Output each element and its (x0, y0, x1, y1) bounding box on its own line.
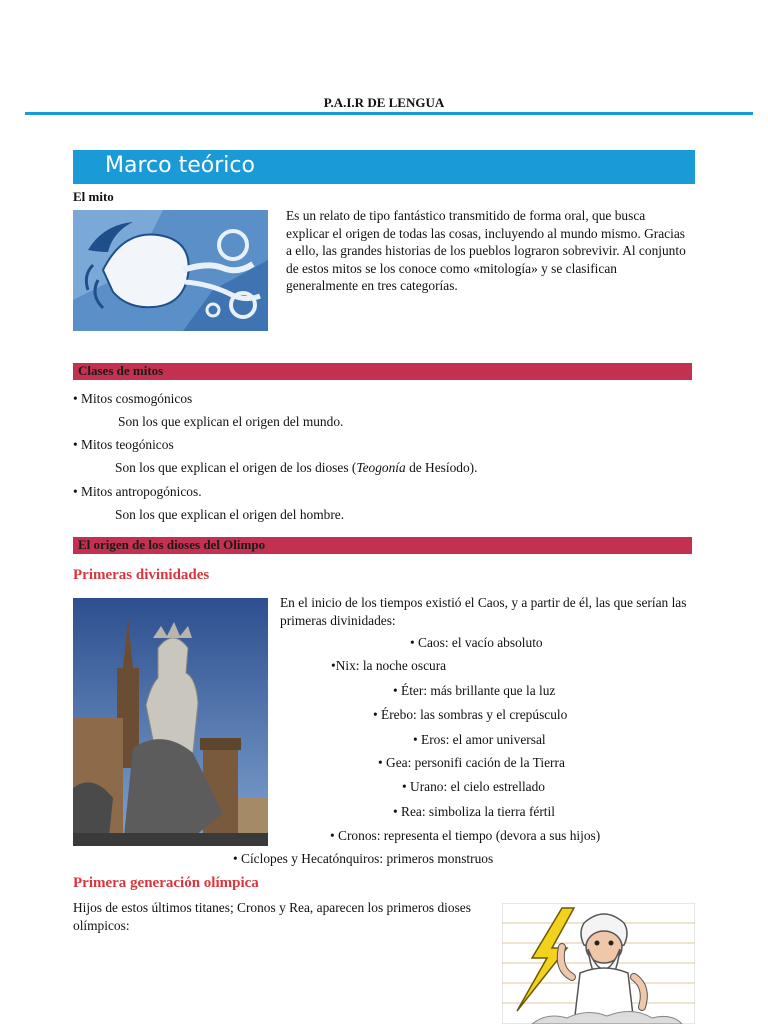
clase-item-desc: Son los que explican el origen del mundo. (118, 414, 344, 429)
clase-item-title: • Mitos cosmogónicos (73, 391, 193, 406)
document-header-title: P.A.I.R DE LENGUA (323, 95, 445, 110)
clases-bar (73, 363, 692, 380)
clase-item-desc (115, 460, 478, 476)
origen-bar-label: El origen de los dioses del Olimpo (78, 537, 266, 552)
divinidad-item: • Urano: el cielo estrellado (402, 779, 546, 794)
header-divider (25, 112, 753, 115)
divinidad-item: • Cronos: representa el tiempo (devora a sus hijos) (330, 828, 601, 843)
clase-item-desc: Son los que explican el origen del hombre. (115, 507, 345, 522)
generacion-heading: Primera generación olímpica (73, 875, 259, 891)
generacion-paragraph: Hijos de estos últimos titanes; Cronos y Rea, aparecen los primeros dioses olímpicos: (73, 900, 471, 933)
mito-subtitle: El mito (73, 189, 114, 204)
mito-paragraph: Es un relato de tipo fantástico transmitido de forma oral, que busca explicar el origen de todas las cosas, incluyendo al mundo mismo. Gracias a ello, las grandes historias de los pueblos lograron sobrevivir. Al conjunto de estos mitos se los conoce como «mitología» y se clasifican generalmente en tres categorías. (286, 208, 686, 294)
divinidad-item: •Nix: la noche oscura (331, 658, 447, 673)
primeras-intro: En el inicio de los tiempos existió el Caos, y a partir de él, las que serían las primeras divinidades: (280, 595, 687, 628)
banner-title: Marco teórico (105, 153, 255, 178)
zeus-cartoon-illustration (502, 903, 695, 1024)
divinidad-item: • Gea: personifi cación de la Tierra (378, 755, 565, 770)
origen-bar (73, 537, 692, 554)
neptune-statue-photo (73, 598, 268, 846)
clase-item-title: • Mitos antropogónicos. (73, 484, 202, 499)
divinidad-item: • Rea: simboliza la tierra fértil (393, 804, 555, 819)
divinidad-item: • Éter: más brillante que la luz (393, 683, 556, 698)
divinidad-item: • Eros: el amor universal (413, 732, 546, 747)
clase-item-title: • Mitos teogónicos (73, 437, 174, 452)
clase-desc-em: Teogonía (356, 460, 406, 475)
clase-desc-pre: Son los que explican el origen de los dioses ( (115, 460, 357, 475)
divinidad-item: • Cíclopes y Hecatónquiros: primeros monstruos (233, 851, 494, 866)
wind-god-illustration (73, 210, 268, 331)
clases-bar-label: Clases de mitos (78, 363, 164, 378)
divinidad-item: • Caos: el vacío absoluto (410, 635, 543, 650)
clase-desc-post: de Hesíodo). (405, 460, 478, 475)
primeras-heading: Primeras divinidades (73, 567, 210, 583)
section-banner (73, 150, 695, 184)
divinidad-item: • Érebo: las sombras y el crepúsculo (373, 707, 568, 722)
